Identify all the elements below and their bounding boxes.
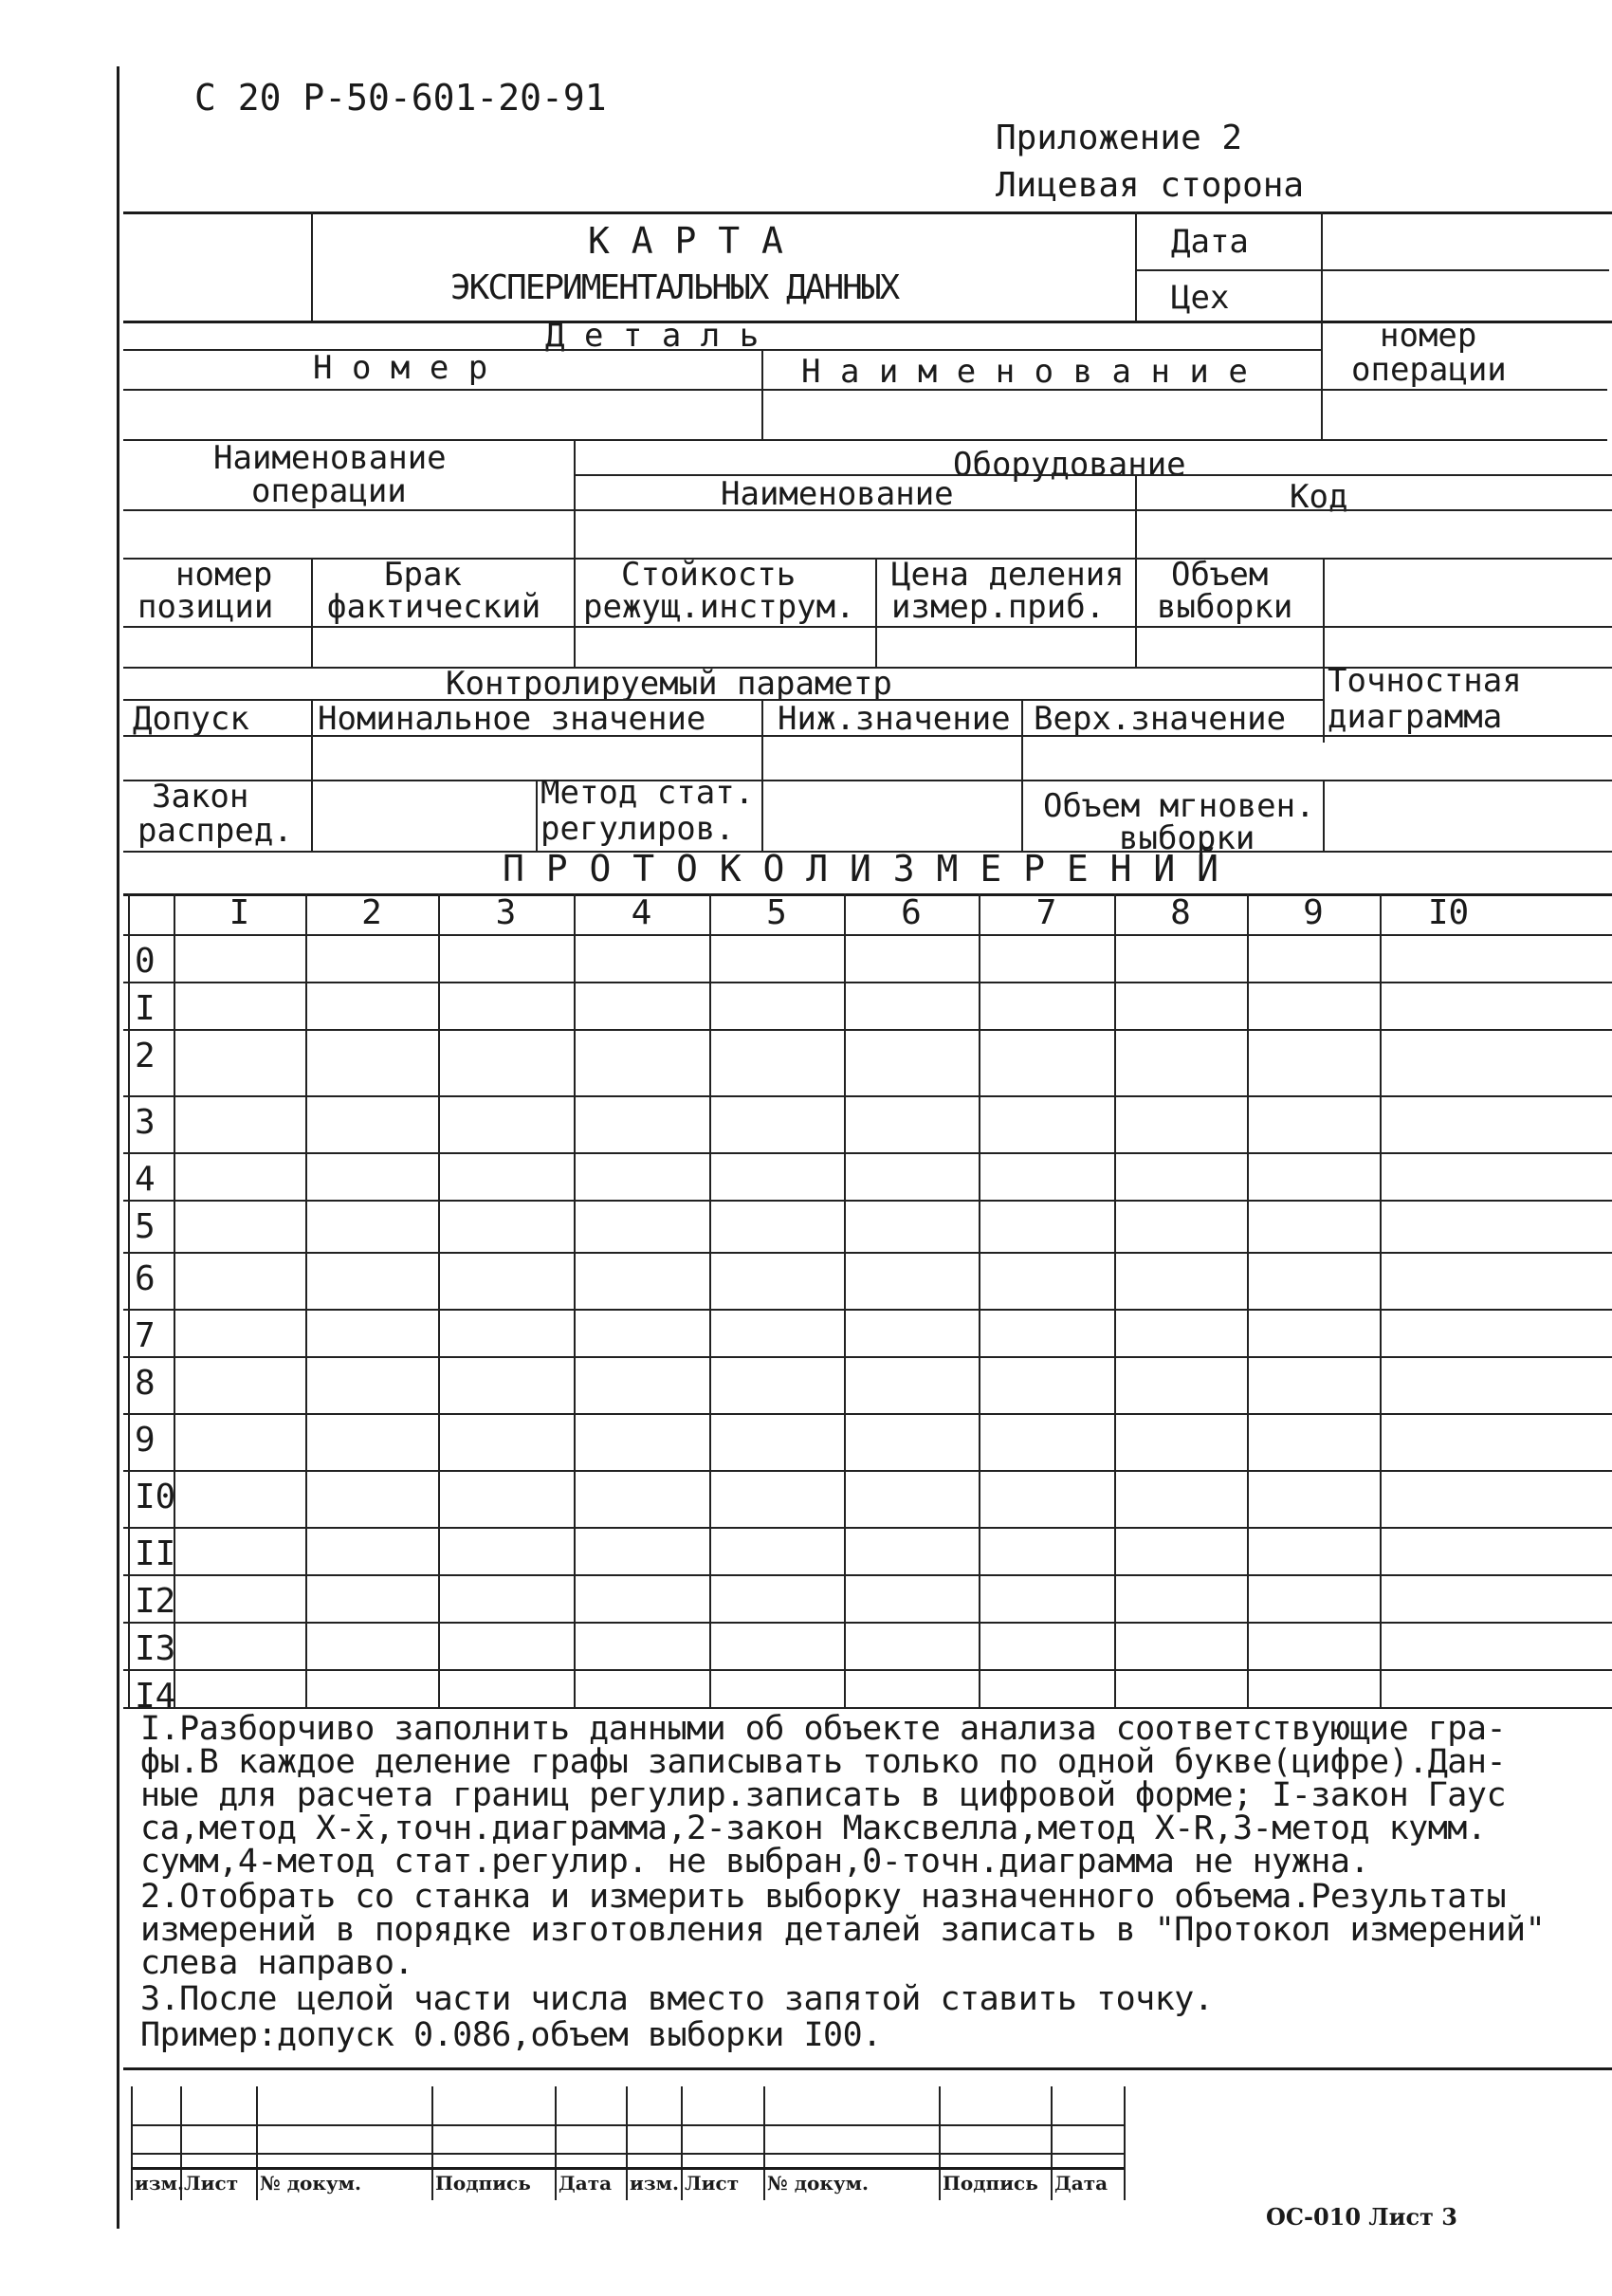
grid-row-line: [123, 1574, 1612, 1576]
grid-row-line: [123, 1622, 1612, 1624]
code-label: Код: [1290, 478, 1348, 516]
lower-label: Ниж.значение: [778, 700, 1011, 738]
grid-col-line: [844, 893, 846, 1707]
name-label: Н а и м е н о в а н и е: [801, 353, 1248, 391]
grid-row-line: [123, 1413, 1612, 1415]
detail-label: Д е т а л ь: [545, 317, 760, 355]
stamp-label-line: [131, 2167, 1124, 2170]
stamp-label: № докум.: [767, 2172, 869, 2195]
card-subtitle: ЭКСПЕРИМЕНТАЛЬНЫХ ДАННЫХ: [450, 268, 899, 307]
grid-row-line: [123, 1356, 1612, 1358]
pos-number-1: номер: [175, 556, 273, 594]
grid-row-line: [123, 1252, 1612, 1254]
controlled-param: Контролируемый параметр: [446, 665, 892, 703]
instruction-line: Пример:допуск 0.086,объем выборки I00.: [140, 2016, 882, 2054]
grid-col-line: [128, 893, 130, 1707]
date-label: Дата: [1171, 223, 1249, 261]
column-header: 3: [495, 893, 517, 932]
op-name-1: Наименование: [213, 439, 447, 477]
grid-row-line: [123, 1669, 1612, 1671]
instruction-line: 3.После целой части числа вместо запятой ставить точку.: [140, 1980, 1214, 2018]
row-label: II: [135, 1534, 176, 1573]
column-header: 6: [901, 893, 922, 932]
method-2: регулиров.: [540, 810, 735, 848]
number-label: Н о м е р: [313, 349, 488, 387]
grid-col-line: [1114, 893, 1116, 1707]
division-1: Цена деления: [891, 556, 1125, 594]
defect-1: Брак: [384, 556, 462, 594]
grid-row-line: [123, 1309, 1612, 1311]
sample-1: Объем: [1171, 556, 1269, 594]
grid-row-line: [123, 1470, 1612, 1472]
shop-label: Цех: [1171, 279, 1230, 317]
stamp-label: Подпись: [435, 2172, 531, 2195]
stamp-col-line: [431, 2086, 433, 2200]
protocol-title: П Р О Т О К О Л И З М Е Р Е Н И Й: [503, 848, 1218, 890]
doc-code: С 20 Р-50-601-20-91: [194, 77, 607, 119]
stamp-row-line: [131, 2153, 1124, 2155]
stamp-label: Дата: [1054, 2172, 1108, 2195]
grid-row-line: [123, 1707, 1612, 1709]
equip-name: Наименование: [721, 475, 954, 513]
column-header: 7: [1035, 893, 1057, 932]
row-label: 5: [135, 1207, 156, 1246]
grid-col-line: [979, 893, 980, 1707]
row-label: I4: [135, 1677, 176, 1716]
method-1: Метод стат.: [540, 774, 755, 812]
instruction-line: сумм,4-метод стат.регулир. не выбран,0-точн.диаграмма не нужна.: [140, 1843, 1370, 1881]
grid-row-line: [123, 934, 1612, 936]
column-header: 2: [361, 893, 382, 932]
grid-row-line: [123, 1200, 1612, 1202]
instruction-line: фы.В каждое деление графы записывать только по одной букве(цифре).Дан-: [140, 1743, 1507, 1781]
op-number-1: номер: [1380, 317, 1477, 355]
row-label: 2: [135, 1037, 156, 1075]
stamp-label: Лист: [184, 2172, 239, 2195]
nominal-label: Номинальное значение: [318, 700, 706, 738]
row-label: I: [135, 989, 156, 1028]
law-1: Закон: [152, 778, 249, 816]
law-2: распред.: [137, 812, 293, 850]
column-header: I: [229, 893, 250, 932]
grid-col-line: [1247, 893, 1249, 1707]
accuracy-1: Точностная: [1328, 662, 1522, 700]
row-label: I2: [135, 1582, 176, 1621]
tolerance-label: Допуск: [133, 700, 249, 738]
instruction-line: измерений в порядке изготовления деталей записать в "Протокол измерений": [140, 1911, 1546, 1949]
upper-label: Верх.значение: [1034, 700, 1287, 738]
row-label: 9: [135, 1421, 156, 1460]
footer-code: ОС-010 Лист 3: [1266, 2203, 1457, 2231]
division-2: измер.приб.: [891, 588, 1106, 626]
instruction-line: ные для расчета границ регулир.записать в цифровой форме; I-закон Гаус: [140, 1776, 1507, 1814]
stamp-col-line: [1124, 2086, 1126, 2200]
stamp-col-line: [626, 2086, 628, 2200]
column-header: 5: [766, 893, 787, 932]
stamp-label: № докум.: [260, 2172, 361, 2195]
grid-row-line: [123, 1527, 1612, 1529]
row-label: 7: [135, 1316, 156, 1355]
stamp-col-line: [256, 2086, 258, 2200]
grid-row-line: [123, 1152, 1612, 1154]
stamp-col-line: [763, 2086, 765, 2200]
stamp-col-line: [681, 2086, 683, 2200]
column-header: 9: [1303, 893, 1324, 932]
row-label: I3: [135, 1629, 176, 1668]
sample-2: выборки: [1157, 588, 1293, 626]
grid-col-line: [709, 893, 711, 1707]
stamp-row-line: [131, 2124, 1124, 2126]
side-label: Лицевая сторона: [996, 166, 1305, 205]
pos-number-2: позиции: [137, 588, 274, 626]
stamp-col-line: [555, 2086, 557, 2200]
durability-2: режущ.инструм.: [583, 588, 855, 626]
grid-col-line: [305, 893, 307, 1707]
row-label: 3: [135, 1103, 156, 1142]
column-header: 4: [631, 893, 652, 932]
notes-bottom-line: [123, 2067, 1612, 2070]
grid-col-line: [1380, 893, 1382, 1707]
row-label: 8: [135, 1364, 156, 1403]
stamp-label: изм.: [135, 2172, 184, 2195]
stamp-col-line: [1051, 2086, 1053, 2200]
instant-1: Объем мгновен.: [1043, 787, 1315, 825]
grid-col-line: [574, 893, 576, 1707]
defect-2: фактический: [327, 588, 541, 626]
instruction-line: 2.Отобрать со станка и измерить выборку назначенного объема.Результаты: [140, 1878, 1507, 1916]
stamp-label: Подпись: [943, 2172, 1038, 2195]
grid-row-line: [123, 1029, 1612, 1031]
row-label: I0: [135, 1478, 176, 1516]
instant-2: выборки: [1119, 819, 1255, 857]
instruction-line: са,метод X-x̄,точн.диаграмма,2-закон Максвелла,метод X-R,3-метод кумм.: [140, 1809, 1487, 1847]
row-label: 4: [135, 1160, 156, 1199]
column-header: I0: [1427, 893, 1470, 932]
instruction-line: слева направо.: [140, 1944, 414, 1982]
durability-1: Стойкость: [621, 556, 797, 594]
row-label: 6: [135, 1259, 156, 1298]
card-title: К А Р Т А: [588, 220, 783, 262]
accuracy-2: диаграмма: [1328, 698, 1503, 736]
grid-col-line: [438, 893, 440, 1707]
grid-row-line: [123, 1095, 1612, 1097]
stamp-label: изм.: [630, 2172, 679, 2195]
op-number-2: операции: [1351, 351, 1507, 389]
stamp-label: Лист: [685, 2172, 740, 2195]
grid-row-line: [123, 982, 1612, 983]
appendix-label: Приложение 2: [996, 119, 1243, 157]
stamp-col-line: [939, 2086, 941, 2200]
column-header: 8: [1170, 893, 1191, 932]
equipment-label: Оборудование: [953, 446, 1186, 484]
row-label: 0: [135, 942, 156, 981]
op-name-2: операции: [251, 472, 407, 510]
stamp-label: Дата: [559, 2172, 613, 2195]
instruction-line: I.Разборчиво заполнить данными об объекте анализа соответствующие гра-: [140, 1710, 1507, 1748]
stamp-col-line: [131, 2086, 133, 2200]
